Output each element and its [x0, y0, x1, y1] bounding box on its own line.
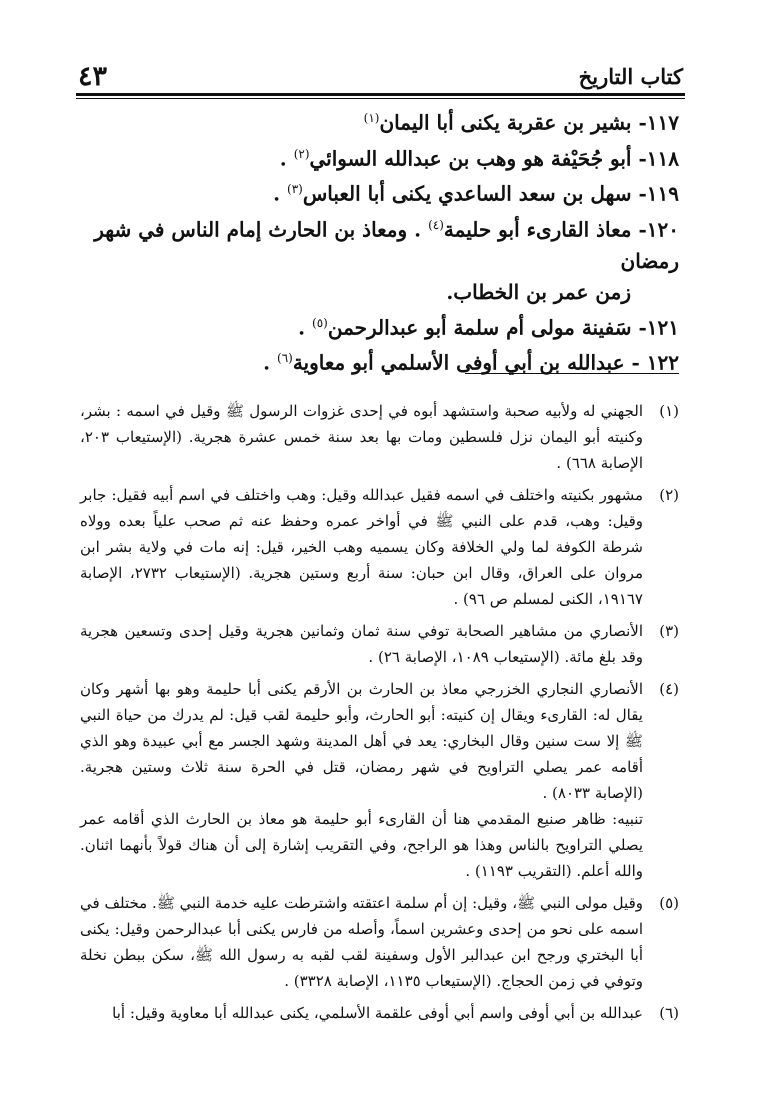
footnote-ref[interactable]: (٢) — [293, 146, 310, 161]
entry-after: . — [273, 181, 288, 206]
footnote-number: (٢) — [659, 486, 679, 504]
entry-after: . — [263, 350, 277, 375]
page-number: ٤٣ — [78, 61, 108, 92]
footnote-ref[interactable]: (٥) — [312, 315, 328, 330]
footnote-text: الأنصاري النجاري الخزرجي معاذ بن الحارث بن الأرقم يكنى أبا حليمة وهو بها أشهر وكان يقال له: القارىء ويقال إن كنيته: أبو الحارث، وأبو حليمة لقب قيل: لم يدرك من حياة النبي ﷺ إلا ست سنين وقال البخاري: يعد في أهل المدينة وشهد الجسر مع أبي عبيدة وهو الذي أقامه عمر يصلي التراويح في شهر رمضان، قتل في الحرة سنة ثلاث وستين هجرية. (الإصابة ٨٠٣٣) . — [80, 680, 643, 802]
footnote-separator — [465, 373, 679, 374]
footnote-1 — [80, 398, 679, 476]
footnote-number: (٦) — [659, 1004, 679, 1022]
entry-after: . — [298, 315, 313, 340]
footnote-ref[interactable]: (٣) — [287, 182, 303, 197]
footnote-ref[interactable]: (١) — [363, 111, 380, 125]
footnote-text: مشهور بكنيته واختلف في اسمه فقيل عبدالله وقيل: وهب واختلف في اسم أبيه فقيل: جابر وقيل: وهب، قدم على النبي ﷺ في أواخر عمره وحفظ عنه ثم صحب علياً بعده وولاه شرطة الكوفة لما ولي الخلافة وكان يسميه وهب الخير، قيل: إنه مات في ولاية بشر ابن مروان على العراق، وقال ابن حبان: سنة أربع وستين هجرية. (الإستيعاب ٢٧٣٢، الإصابة ١٩١٦٧، الكنى لمسلم ص ٩٦) . — [80, 486, 643, 608]
entry-after: . ومعاذ بن الحارث إمام الناس في شهر رمضان — [94, 217, 679, 273]
footnote-text: الجهني له ولأبيه صحبة واستشهد أبوه في إحدى غزوات الرسول ﷺ وقيل في اسمه : بشر، وكنيته أبو اليمان نزل فلسطين ومات بها بعد سنة خمس عشرة هجرية. (الإستيعاب ٢٠٣، الإصابة ٦٦٨) . — [80, 402, 643, 472]
entry-118 — [80, 139, 679, 175]
entry-continuation: زمن عمر بن الخطاب. — [446, 279, 631, 304]
entry-text: ١١٨- أبو جُحَيْفة هو وهب بن عبدالله السوائي — [309, 146, 679, 171]
footnote-number: (٥) — [659, 894, 679, 912]
footnote-ref[interactable]: (٦) — [277, 351, 293, 366]
entry-list — [80, 103, 679, 379]
footnote-2 — [80, 482, 679, 612]
footnote-number: (٣) — [659, 622, 679, 640]
entry-119 — [80, 174, 679, 210]
entry-text: ١١٩- سهل بن سعد الساعدي يكنى أبا العباس — [302, 181, 679, 206]
footnote-5 — [80, 890, 679, 994]
page-header — [78, 56, 683, 94]
entry-120 — [80, 210, 679, 308]
running-title: كتاب التاريخ — [578, 64, 683, 89]
footnotes — [80, 398, 679, 1032]
entry-text: ١٢١- سَفينة مولى أم سلمة أبو عبدالرحمن — [327, 315, 679, 340]
header-rule — [76, 93, 685, 99]
footnote-number: (١) — [659, 402, 679, 420]
footnote-text: الأنصاري من مشاهير الصحابة توفي سنة ثمان وثمانين هجرية وقيل إحدى وتسعين هجرية وقد بلغ مائة. (الإستيعاب ١٠٨٩، الإصابة ٢٦) . — [80, 622, 643, 666]
footnote-number: (٤) — [659, 680, 679, 698]
footnote-4 — [80, 676, 679, 884]
footnote-ref[interactable]: (٤) — [428, 217, 444, 232]
entry-text: ١٢٢ - عبدالله بن أبي أوفى الأسلمي أبو معاوية — [292, 350, 679, 375]
footnote-text: عبدالله بن أبي أوفى واسم أبي أوفى علقمة الأسلمي، يكنى عبدالله أبا معاوية وقيل: أبا — [112, 1004, 643, 1022]
entry-after: . — [279, 146, 294, 171]
footnote-note: تنبيه: ظاهر صنيع المقدمي هنا أن القارىء أبو حليمة هو معاذ بن الحارث الذي أقامه عمر يصلي التراويح بالناس وهذا هو الراجح، وفي التقريب إشارة إلى أن هناك قولاً بأنهما اثنان. والله أعلم. (التقريب ١١٩٣) . — [80, 810, 643, 880]
entry-text: ١٢٠- معاذ القارىء أبو حليمة — [443, 217, 679, 242]
entry-text: ١١٧- بشير بن عقربة يكنى أبا اليمان — [379, 110, 679, 135]
footnote-6 — [80, 1000, 679, 1026]
footnote-text: وقيل مولى النبي ﷺ، وقيل: إن أم سلمة اعتقته واشترطت عليه خدمة النبي ﷺ. مختلف في اسمه على نحو من إحدى وعشرين اسماً، وأصله من فارس يكنى أبا عبدالرحمن وقيل: يكنى أبا البختري ورجح ابن عبدالبر الأول وسفينة لقب لقبه به رسول الله ﷺ، سكن ببطن نخلة وتوفي في زمن الحجاج. (الإستيعاب ١١٣٥، الإصابة ٣٣٢٨) . — [80, 894, 643, 990]
entry-117 — [80, 103, 679, 139]
entry-121 — [80, 308, 679, 344]
footnote-3 — [80, 618, 679, 670]
